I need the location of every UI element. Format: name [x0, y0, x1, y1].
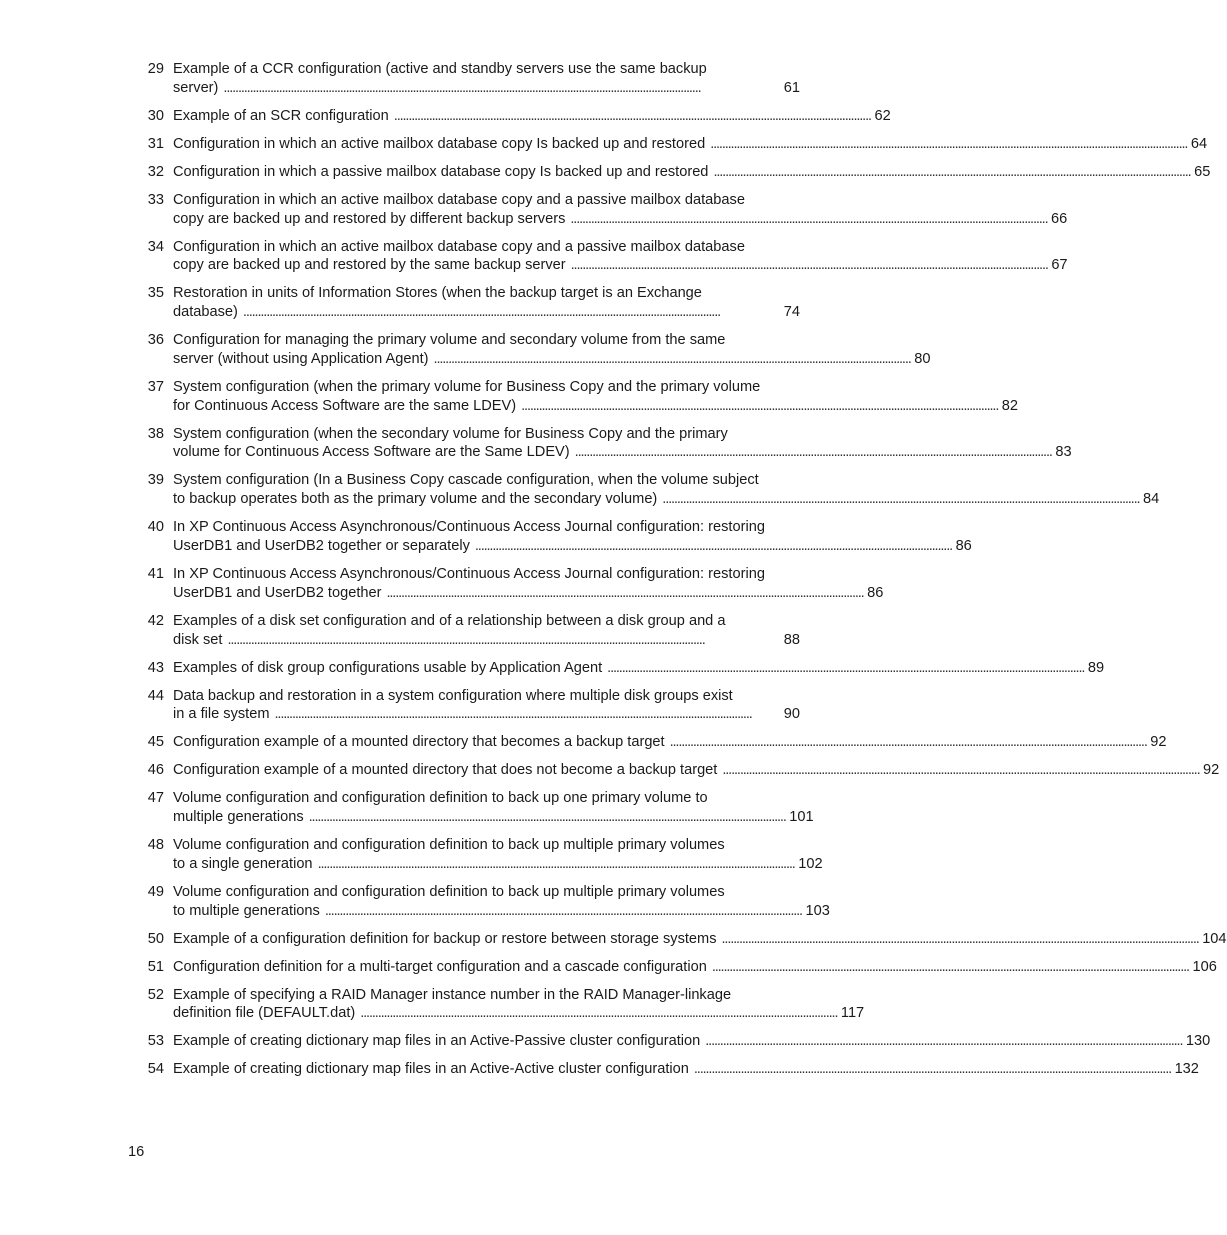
figure-title [173, 163, 1210, 182]
dot-leader [662, 490, 1138, 509]
figure-title-last-line [173, 902, 830, 921]
toc-entry[interactable] [128, 565, 884, 603]
toc-entry[interactable] [128, 284, 800, 322]
toc-entry[interactable] [128, 191, 1068, 229]
figure-title [173, 60, 800, 98]
figure-number: 42 [147, 612, 164, 629]
page-reference[interactable]: 67 [1051, 257, 1068, 274]
page-reference[interactable]: 88 [783, 631, 800, 648]
dot-leader [318, 855, 794, 874]
figure-title-line: Volume configuration and configuration definition to back up one primary volume to [173, 790, 708, 807]
figure-number: 52 [147, 986, 164, 1003]
figure-title-text: volume for Continuous Access Software are the Same LDEV) [173, 444, 570, 461]
page-reference[interactable]: 82 [1001, 397, 1019, 414]
toc-entry[interactable] [128, 1032, 1211, 1051]
figure-title-text: Configuration in which a passive mailbox database copy Is backed up and restored [173, 163, 709, 180]
page-reference[interactable]: 102 [798, 855, 823, 872]
figure-title-last-line [173, 79, 800, 98]
figure-title [173, 471, 1159, 509]
figure-title-line: Configuration in which an active mailbox database copy and a passive mailbox database [173, 191, 745, 208]
figure-title-text: Configuration definition for a multi-target configuration and a cascade configuration [173, 958, 707, 975]
page-reference[interactable]: 103 [805, 902, 830, 919]
figure-title-text: in a file system [173, 706, 270, 723]
toc-entry[interactable] [128, 135, 1208, 154]
page-reference[interactable]: 84 [1142, 491, 1160, 508]
page-reference[interactable]: 80 [914, 350, 931, 367]
figure-title-text: definition file (DEFAULT.dat) [173, 1005, 356, 1022]
toc-entry[interactable] [128, 761, 1220, 780]
figure-title-last-line [173, 163, 1210, 182]
figure-title-text: disk set [173, 631, 223, 648]
figure-title-last-line [173, 537, 972, 556]
page-reference[interactable]: 90 [783, 706, 800, 723]
figure-title-line: Configuration in which an active mailbox database copy and a passive mailbox database [173, 238, 745, 255]
toc-entry[interactable] [128, 331, 931, 369]
figure-number: 33 [147, 191, 164, 208]
dot-leader [575, 443, 1051, 462]
figure-title-text: Configuration example of a mounted directory that does not become a backup target [173, 762, 718, 779]
figure-title [173, 1032, 1210, 1051]
figure-title-last-line [173, 958, 1217, 977]
figure-number: 46 [147, 762, 164, 779]
figure-title-text: Examples of disk group configurations usable by Application Agent [173, 659, 603, 676]
toc-entry[interactable] [128, 789, 814, 827]
figure-number: 47 [147, 790, 164, 807]
dot-leader [722, 930, 1198, 949]
figure-title-last-line [173, 631, 800, 650]
page-reference[interactable]: 106 [1192, 958, 1217, 975]
figure-number: 37 [147, 378, 164, 395]
figure-number: 48 [147, 837, 164, 854]
figure-title-last-line [173, 1060, 1199, 1079]
toc-entry[interactable] [128, 659, 1105, 678]
figure-title-last-line [173, 107, 891, 126]
page-number: 16 [128, 1144, 145, 1160]
dot-leader [710, 135, 1186, 154]
figure-number: 38 [147, 425, 164, 442]
figure-title [173, 687, 800, 725]
figure-title-text: server (without using Application Agent) [173, 350, 429, 367]
toc-entry[interactable] [128, 471, 1160, 509]
figure-title-line: System configuration (In a Business Copy cascade configuration, when the volume subject [173, 472, 759, 489]
toc-entry[interactable] [128, 238, 1068, 276]
figure-number: 31 [147, 135, 164, 152]
figure-title-last-line [173, 135, 1207, 154]
figure-number: 45 [147, 734, 164, 751]
figure-title [173, 425, 1072, 463]
figure-title [173, 1060, 1199, 1079]
page-reference[interactable]: 132 [1174, 1061, 1199, 1078]
page-reference[interactable]: 83 [1055, 444, 1072, 461]
dot-leader [571, 256, 1047, 275]
figure-title-last-line [173, 490, 1159, 509]
dot-leader [394, 107, 870, 126]
figure-number: 53 [147, 1033, 164, 1050]
dot-leader [670, 733, 1146, 752]
toc-entry[interactable] [128, 163, 1211, 182]
figure-title-line: Example of a CCR configuration (active and standby servers use the same backup [173, 61, 707, 77]
figure-title [173, 107, 891, 126]
figure-title-text: to backup operates both as the primary volume and the secondary volume) [173, 491, 658, 508]
figure-title-text: Example of creating dictionary map files in an Active-Passive cluster configuration [173, 1033, 701, 1050]
toc-entry[interactable] [128, 958, 1217, 977]
figure-title-line: In XP Continuous Access Asynchronous/Continuous Access Journal configuration: restoring [173, 565, 765, 582]
page-reference[interactable]: 92 [1203, 762, 1220, 779]
figure-title-line: Example of specifying a RAID Manager instance number in the RAID Manager-linkage [173, 986, 732, 1003]
figure-number: 51 [147, 958, 164, 975]
figure-title-last-line [173, 443, 1072, 462]
figure-title-text: UserDB1 and UserDB2 together or separately [173, 538, 470, 554]
figure-title [173, 761, 1219, 780]
figure-title [173, 612, 800, 650]
figure-title-line: System configuration (when the primary volume for Business Copy and the primary volume [173, 378, 761, 395]
figure-title-text: Example of an SCR configuration [173, 107, 389, 124]
page-reference[interactable]: 62 [874, 107, 891, 124]
figure-title-last-line [173, 397, 1018, 416]
page-reference[interactable]: 89 [1087, 659, 1105, 676]
figure-title-text: server) [173, 79, 219, 96]
figure-number: 32 [147, 163, 164, 180]
dot-leader [243, 303, 779, 322]
figure-title-last-line [173, 1032, 1210, 1051]
figure-title-last-line [173, 350, 930, 369]
page-reference[interactable]: 66 [1051, 210, 1068, 227]
page-reference[interactable]: 104 [1202, 930, 1227, 947]
figure-title-text: Example of creating dictionary map files in an Active-Active cluster configuration [173, 1061, 689, 1078]
figure-title-last-line [173, 659, 1104, 678]
figure-title-line: In XP Continuous Access Asynchronous/Continuous Access Journal configuration: restoring [173, 519, 765, 536]
figure-title-line: System configuration (when the secondary volume for Business Copy and the primary [173, 425, 728, 442]
dot-leader [705, 1032, 1181, 1051]
page-reference[interactable]: 64 [1190, 135, 1208, 152]
toc-entry[interactable] [128, 612, 800, 650]
figure-title-last-line [173, 210, 1067, 229]
toc-entry[interactable] [128, 733, 1167, 752]
figure-title-text: copy are backed up and restored by different backup servers [173, 210, 566, 227]
dot-leader [223, 79, 778, 98]
figure-number: 35 [147, 285, 164, 302]
toc-entry[interactable] [128, 1060, 1199, 1079]
figure-title [173, 518, 972, 556]
dot-leader [694, 1060, 1170, 1079]
figure-number: 41 [147, 565, 164, 582]
figure-title [173, 733, 1167, 752]
figure-number: 39 [147, 472, 164, 489]
toc-entry[interactable] [128, 378, 1019, 416]
toc-entry[interactable] [128, 836, 823, 874]
dot-leader [713, 163, 1189, 182]
figure-title-line: Restoration in units of Information Stores (when the backup target is an Exchange [173, 285, 702, 302]
page-reference[interactable]: 117 [840, 1005, 865, 1022]
dot-leader [475, 537, 951, 556]
page-reference[interactable]: 92 [1150, 734, 1167, 751]
figure-title [173, 789, 814, 827]
figure-title-line: Volume configuration and configuration definition to back up multiple primary volumes [173, 883, 725, 900]
figure-title-text: for Continuous Access Software are the same LDEV) [173, 397, 517, 414]
figure-title-last-line [173, 1004, 864, 1023]
toc-entry[interactable] [128, 518, 972, 556]
figure-number: 29 [147, 61, 164, 77]
page-reference[interactable]: 65 [1194, 163, 1211, 180]
dot-leader [570, 210, 1046, 229]
figure-title-text: Example of a configuration definition for backup or restore between storage systems [173, 930, 717, 947]
figure-title-text: UserDB1 and UserDB2 together [173, 584, 382, 601]
figure-title-text: Configuration in which an active mailbox database copy Is backed up and restored [173, 135, 706, 152]
figure-number: 44 [147, 687, 164, 704]
figure-number: 50 [147, 930, 164, 947]
figure-title-last-line [173, 930, 1227, 949]
toc-entries [128, 60, 1227, 1079]
figure-title [173, 930, 1227, 949]
toc-entry[interactable] [128, 883, 830, 921]
list-of-figures [128, 60, 1227, 1088]
dot-leader [275, 705, 779, 724]
figure-title [173, 883, 830, 921]
figure-title [173, 331, 930, 369]
figure-title-text: copy are backed up and restored by the same backup server [173, 257, 566, 274]
figure-title-last-line [173, 808, 814, 827]
toc-entry[interactable] [128, 60, 800, 98]
figure-title-last-line [173, 733, 1167, 752]
figure-title-last-line [173, 761, 1219, 780]
toc-entry[interactable] [128, 107, 891, 126]
figure-number: 34 [147, 238, 164, 255]
figure-title-line: Data backup and restoration in a system configuration where multiple disk groups exist [173, 687, 733, 704]
figure-title-last-line [173, 303, 800, 322]
figure-title [173, 659, 1104, 678]
figure-title-line: Volume configuration and configuration definition to back up multiple primary volumes [173, 837, 725, 854]
figure-title [173, 986, 864, 1024]
figure-title-text: multiple generations [173, 809, 304, 826]
page-reference[interactable]: 74 [783, 304, 800, 321]
dot-leader [386, 584, 862, 603]
figure-number: 54 [147, 1061, 164, 1078]
figure-title [173, 565, 883, 603]
figure-title [173, 135, 1207, 154]
figure-number: 30 [147, 107, 164, 124]
figure-number: 40 [147, 519, 164, 536]
toc-entry[interactable] [128, 687, 800, 725]
figure-title [173, 191, 1067, 229]
figure-number: 43 [147, 659, 164, 676]
figure-title-text: to a single generation [173, 855, 313, 872]
dot-leader [434, 350, 910, 369]
figure-title-text: Configuration example of a mounted directory that becomes a backup target [173, 734, 665, 751]
figure-title-last-line [173, 705, 800, 724]
dot-leader [607, 659, 1083, 678]
page-reference[interactable]: 86 [867, 584, 884, 601]
figure-title-line: Configuration for managing the primary volume and secondary volume from the same [173, 332, 726, 349]
dot-leader [521, 397, 997, 416]
figure-number: 36 [147, 332, 164, 349]
dot-leader [325, 902, 801, 921]
page-reference[interactable]: 130 [1185, 1033, 1211, 1050]
dot-leader [712, 958, 1188, 977]
figure-title [173, 378, 1018, 416]
figure-title-text: database) [173, 304, 238, 321]
figure-title [173, 958, 1217, 977]
figure-title-last-line [173, 584, 883, 603]
figure-title-last-line [173, 855, 823, 874]
page-reference[interactable]: 61 [783, 79, 800, 96]
figure-title-line: Examples of a disk set configuration and of a relationship between a disk group and a [173, 612, 726, 629]
toc-entry[interactable] [128, 425, 1072, 463]
toc-entry[interactable] [128, 930, 1227, 949]
figure-number: 49 [147, 883, 164, 900]
dot-leader [722, 761, 1198, 780]
dot-leader [360, 1004, 836, 1023]
page-reference[interactable]: 101 [789, 809, 814, 826]
toc-entry[interactable] [128, 986, 865, 1024]
figure-title [173, 284, 800, 322]
page-reference[interactable]: 86 [955, 538, 972, 554]
figure-title-text: to multiple generations [173, 902, 320, 919]
figure-title-last-line [173, 256, 1068, 275]
figure-title [173, 238, 1068, 276]
dot-leader [227, 631, 778, 650]
dot-leader [309, 808, 785, 827]
figure-title [173, 836, 823, 874]
